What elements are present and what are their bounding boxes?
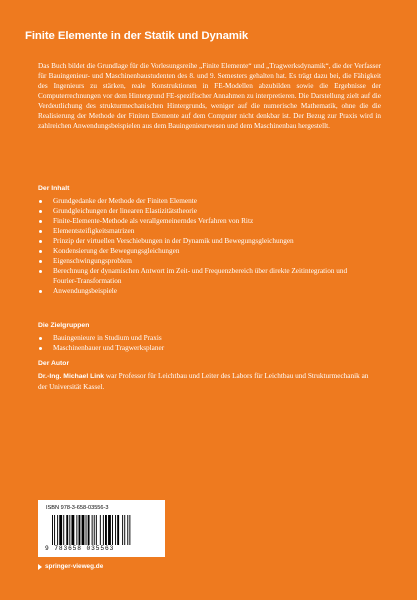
bullet-icon <box>39 230 42 233</box>
website-label: springer-vieweg.de <box>45 563 104 570</box>
list-item: Finite-Elemente-Methode als verallgemeinerndes Verfahren von Ritz <box>38 216 368 226</box>
audience-heading: Die Zielgruppen <box>38 322 90 329</box>
publisher-website[interactable] <box>38 563 103 570</box>
barcode-icon <box>50 515 160 546</box>
bullet-icon <box>39 260 42 263</box>
bullet-icon <box>39 290 42 293</box>
author-name: Dr.-Ing. Michael Link <box>38 373 105 380</box>
bullet-icon <box>39 337 42 340</box>
list-item: Prinzip der virtuellen Verschiebungen in der Dynamik und Bewegungsgleichungen <box>38 236 368 246</box>
author-bio: Dr.-Ing. Michael Link war Professor für Leichtbau und Leiter des Labors für Leichtbau und Strukturmechanik an der Universität Kassel. <box>38 372 369 392</box>
bullet-icon <box>39 250 42 253</box>
barcode-digits: 9 783658 035563 <box>45 545 163 552</box>
bullet-icon <box>39 240 42 243</box>
audience-list <box>38 333 368 353</box>
list-item: Elementsteifigkeitsmatrizen <box>38 226 368 236</box>
bullet-icon <box>39 210 42 213</box>
isbn-label: ISBN 978-3-658-03556-3 <box>46 505 109 511</box>
bullet-icon <box>39 200 42 203</box>
contents-heading: Der Inhalt <box>38 185 70 192</box>
list-item: Grundgleichungen der linearen Elastizitätstheorie <box>38 206 368 216</box>
list-item: Bauingenieure in Studium und Praxis <box>38 333 368 343</box>
bullet-icon <box>39 270 42 273</box>
author-heading: Der Autor <box>38 360 70 367</box>
list-item: Maschinenbauer und Tragwerksplaner <box>38 343 368 353</box>
list-item: Eigenschwingungsproblem <box>38 256 368 266</box>
bullet-icon <box>39 220 42 223</box>
list-item: Berechnung der dynamischen Antwort im Zeit- und Frequenzbereich über direkte Zeitintegration und Fourier-Transformation <box>38 266 368 286</box>
arrow-right-icon <box>38 564 42 570</box>
list-item: Anwendungsbeispiele <box>38 286 368 296</box>
contents-list <box>38 196 368 296</box>
isbn-barcode <box>38 500 165 557</box>
list-item: Kondensierung der Bewegungsgleichungen <box>38 246 368 256</box>
back-cover-title: Finite Elemente in der Statik und Dynamik <box>25 30 249 42</box>
list-item: Grundgedanke der Methode der Finiten Elemente <box>38 196 368 206</box>
book-description: Das Buch bildet die Grundlage für die Vorlesungsreihe „Finite Elemente“ und „Tragwerksdynamik“, die der Verfasser für Bauingenieur- und Maschinenbaustudenten des 8. und 9. Semesters gehalten hat. Es trägt dazu bei, die Fähigkeit des Ingenieurs zu stärken, reale Konstruktionen in FE-Modellen abzubilden sowie die Ergebnisse der Computerrechnungen vor dem Hintergrund FE-spezifischer Annahmen zu interpretieren. Die Darstellung zielt auf die Verdeutlichung des strukturmechanischen Hintergrunds, weniger auf die numerische Mathematik, ohne die die Realisierung der Methode der Finiten Elemente auf dem Computer nicht denkbar ist. Der Bezug zur Praxis wird in zahlreichen Anwendungsbeispielen aus dem Bauingenieurwesen und dem Maschinenbau hergestellt. <box>38 62 381 131</box>
bullet-icon <box>39 347 42 350</box>
